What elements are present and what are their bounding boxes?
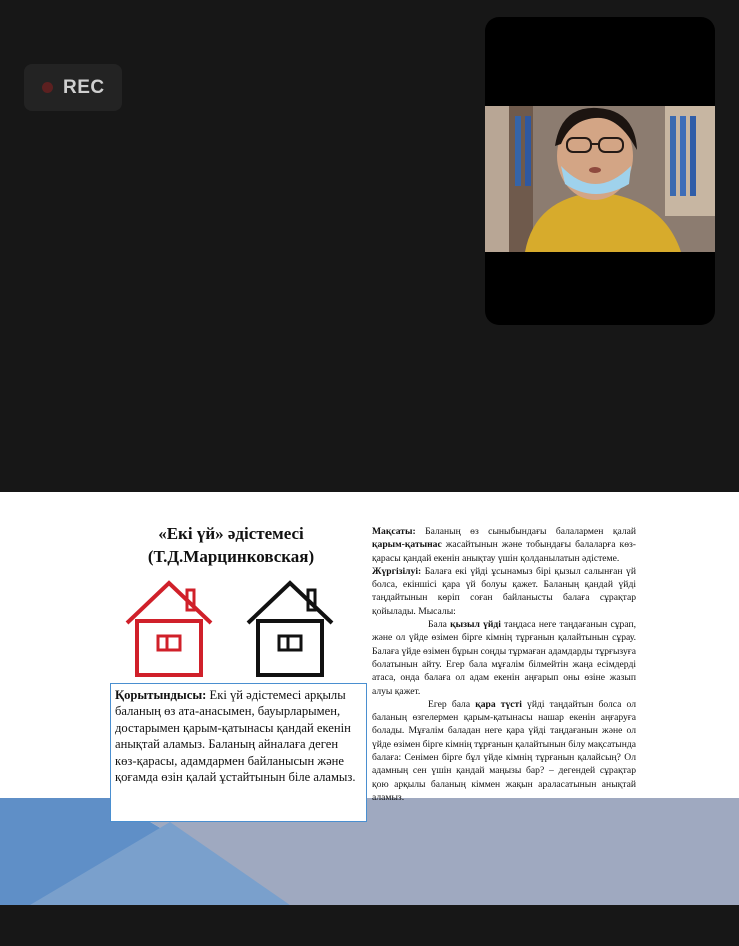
procedure-text: Балаға екі үйді ұсынамыз бірі қызыл салынған үй болса, екіншісі қара үй болуы қажет. Баланың қандай үйді таңдайтынын көріп соған байланысты балаға сұрақтар қойылады. Мысалы: bbox=[372, 565, 636, 617]
black-text-2: үйді таңдайтын болса ол баланың өзгелермен қарым-қатынасы нашар екенін аңғаруға болады. Мұғалім баладан неге қара үйді таңдағанын және ол үйде өзімен бірге кімнің тұрғанын қалайтынын білу мақсатында балаға: Сенімен бірге бұл үйде кімнің тұрғанын қалайсың? Ол адамның сен үшін қандай маңызы бар? – дегендей сұрақтар қою арқылы баланың кіммен жақын араласатынын анықтай аламыз. bbox=[372, 698, 636, 803]
goal-bold: қарым-қатынас bbox=[372, 539, 442, 551]
black-house-paragraph bbox=[372, 698, 636, 804]
participant-video-feed bbox=[485, 106, 715, 252]
procedure-label: Жүргізілуі: bbox=[372, 565, 422, 577]
recording-label: REC bbox=[63, 76, 105, 98]
red-house-paragraph bbox=[372, 618, 636, 698]
red-text: Бала bbox=[428, 619, 451, 631]
goal-label: Мақсаты: bbox=[372, 526, 416, 537]
bottom-bar bbox=[0, 905, 739, 946]
red-text-2: таңдаса неге таңдағанын сұрап, және ол үйде өзімен бірге кімнің тұрғанын қалайтынын сұрау. Балаға үйде өзімен бұрын соңды тұрмаған адамдарды тұрғызуға болатынын айту. Егер бала мұғалім білмейтін жаңа есімдерді атаса, онда балаға ол адам екенін аңғарып оны өзіне жазып алуы қажет. bbox=[372, 619, 637, 697]
shared-presentation-slide bbox=[0, 492, 739, 905]
recording-indicator bbox=[24, 64, 122, 111]
goal-text: Баланың өз сыныбындағы балалармен қалай bbox=[415, 526, 636, 537]
black-bold: қара түсті bbox=[475, 698, 522, 710]
conclusion-text: Екі үй әдістемесі арқылы баланың өз ата-анасымен, бауырларымен, достарымен қарым-қатынасы қандай екенін анықтай аламыз. Баланың айналаға деген көз-қарасы, адамдармен байланысын және қоғамда өзін қалай ұстайтынын біле аламыз. bbox=[115, 688, 356, 785]
slide-title bbox=[118, 522, 344, 568]
black-house-icon bbox=[244, 579, 336, 677]
procedure-paragraph bbox=[372, 565, 636, 618]
slide-title-line1: «Екі үй» әдістемесі bbox=[158, 524, 304, 543]
red-house-icon bbox=[123, 579, 215, 677]
record-dot-icon bbox=[42, 82, 53, 93]
conclusion-box bbox=[110, 683, 367, 822]
method-description bbox=[372, 525, 636, 804]
goal-text-2: жасайтынын және тобындағы балаларға көз-қарасы қандай екенін анықтау үшін қолданылатын әдістеме. bbox=[372, 539, 636, 564]
red-bold: қызыл үйді bbox=[450, 619, 501, 631]
participant-video-tile[interactable] bbox=[485, 17, 715, 325]
conclusion-label: Қорытындысы: bbox=[115, 688, 207, 702]
black-text: Егер бала bbox=[428, 698, 476, 710]
slide-title-line2: (Т.Д.Марцинковская) bbox=[147, 547, 315, 566]
goal-paragraph bbox=[372, 525, 636, 565]
